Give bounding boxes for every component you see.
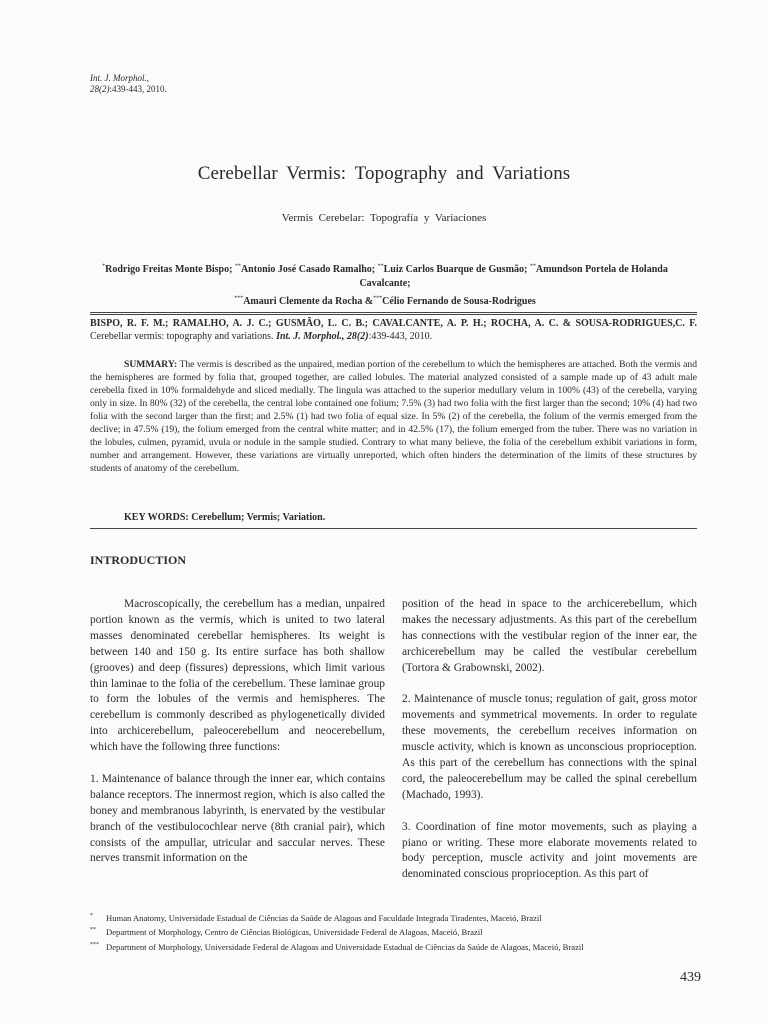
author: **Luiz Carlos Buarque de Gusmão;	[377, 264, 530, 276]
footnotes	[90, 910, 697, 953]
paragraph: 3. Coordination of fine motor movements, such as playing a piano or writing. These more elaborate movements related to body perception, muscle activity and joint movements are denominated conscious proprioception. As this part of	[402, 820, 697, 881]
keywords: KEY WORDS: Cerebellum; Vermis; Variation.	[124, 512, 326, 523]
article-subtitle: Vermis Cerebelar: Topografía y Variaciones	[281, 212, 487, 224]
summary-text: The vermis is described as the unpaired, median portion of the cerebellum to which the hemispheres are attached. Both the vermis and the hemispheres are formed by folia that, grouped together, are called lobules. The material analyzed consisted of a sample made up of 43 adult male cerebella fixed in 10% formaldehyde and sliced medially. The lingula was attached to the superior medullary velum in 100% (43) of the cerebella, varying only in size. In 80% (32) of the cerebella, the central lobe contained one folium; 7.5% (3) had two folia with the first larger than the second; 10% (4) had two folia with the second larger than the first; and 2.5% (1) had two folia of equal size. In 5% (2) of the cerebella, the folium of the vermis emerged from the declive; in 47.5% (19), the folium emerged from the central white matter; and in 42.5% (17), the folium emerged from the tuber. There was no variation in the lobules, culmen, pyramid, uvula or nodule in the sample studied. Contrary to what many believe, the folia of the cerebellum exhibit variations in form, number and arrangement. However, these variations are virtually unreported, which often hinders the determination of the limits of these structures by students of anatomy of the cerebellum.	[90, 359, 697, 474]
citation-authors: BISPO, R. F. M.; RAMALHO, A. J. C.; GUSMÃO, L. C. B.; CAVALCANTE, A. P. H.; ROCHA, A. C. & SOUSA-RODRIGUES,C. F.	[90, 318, 697, 329]
citation-journal: Int. J. Morphol., 28(2)	[276, 331, 369, 342]
journal-reference	[90, 73, 167, 95]
text-column-right	[402, 597, 697, 899]
paragraph: Macroscopically, the cerebellum has a median, unpaired portion known as the vermis, which is united to two lateral masses denominated cerebellar hemispheres. Its weight is between 140 and 150 g. Its entire surface has both shallow (grooves) and deep (fissures) depressions, which limit various thin laminae to the folia of the cerebellum. These laminae group to form the lobules of the vermis and hemispheres. The cerebellum is commonly described as phylogenetically divided into archicerebellum, paleocerebellum and neocerebellum, which have the following three functions:	[90, 598, 385, 754]
section-heading: INTRODUCTION	[90, 553, 187, 567]
paragraph: 2. Maintenance of muscle tonus; regulation of gait, gross motor movements and symmetrical movements. In order to regulate these movements, the cerebellum receives information on muscle activity, which is known as unconscious proprioception. As this part of the cerebellum has connections with the spinal cord, the paleocerebellum may be called the spinal cerebellum (Machado, 1993).	[402, 693, 697, 801]
article-title: Cerebellar Vermis: Topography and Variations	[197, 163, 571, 184]
journal-pages: :439-443, 2010.	[109, 84, 167, 94]
author: ***Amauri Clemente da Rocha &	[234, 295, 374, 307]
text-column-left	[90, 597, 385, 883]
journal-name: Int. J. Morphol.,	[90, 73, 149, 83]
citation-pages: :439-443, 2010.	[368, 331, 433, 342]
footnote: *** Department of Morphology, Universidade Federal de Alagoas and Universidade Estadual de Ciências da Saúde de Alagoas, Maceió, Brazil	[90, 941, 584, 952]
author: **Antonio José Casado Ramalho;	[234, 264, 378, 276]
page-number: 439	[680, 970, 701, 985]
citation	[90, 317, 697, 343]
paragraph: 1. Maintenance of balance through the inner ear, which contains balance receptors. The innermost region, which is also called the boney and membranous labyrinth, is enervated by the vestibular branch of the vestibulocochlear nerve (8th cranial pair), which consists of the ampullar, utricular and saccular nerves. These nerves transmit information on the	[90, 772, 385, 865]
citation-title: Cerebellar vermis: topography and variations.	[90, 331, 277, 342]
footnote: * Human Anatomy, Universidade Estadual de Ciências da Saúde de Alagoas and Faculdade Integrada Tiradentes, Maceió, Brazil	[90, 912, 542, 923]
author: **Amundson Portela de Holanda Cavalcante;	[359, 264, 668, 290]
divider	[90, 314, 697, 315]
summary-paragraph	[90, 358, 697, 475]
author: *Rodrigo Freitas Monte Bispo;	[102, 264, 235, 276]
paragraph: position of the head in space to the archicerebellum, which makes the necessary adjustments. As this part of the cerebellum has connections with the vestibular region of the inner ear, the archicerebellum may be called the vestibular cerebellum (Tortora & Grabownski, 2002).	[402, 598, 697, 674]
author: ***Célio Fernando de Sousa-Rodrigues	[373, 295, 536, 307]
divider	[90, 528, 697, 529]
summary-label: SUMMARY:	[124, 359, 178, 370]
footnote: ** Department of Morphology, Centro de Ciências Biológicas, Universidade Federal de Alagoas, Maceió, Brazil	[90, 927, 483, 938]
journal-volume: 28(2)	[90, 84, 110, 94]
divider	[90, 312, 697, 313]
author-list	[90, 260, 680, 309]
